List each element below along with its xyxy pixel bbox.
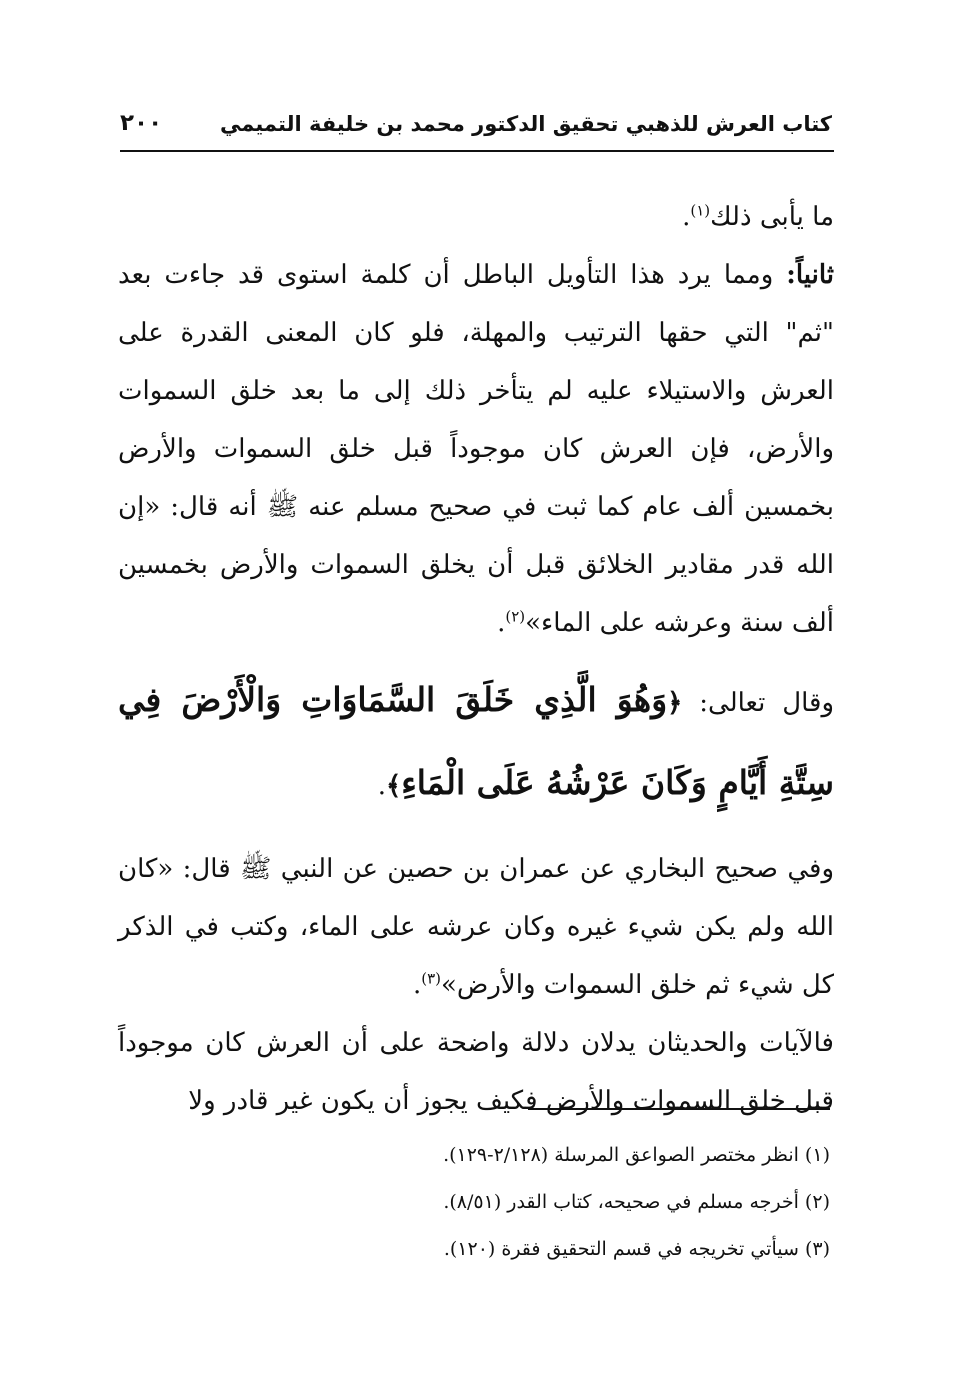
paragraph-2-text: ومما يرد هذا التأويل الباطل أن كلمة استوى قد جاءت بعد "ثم" التي حقها الترتيب والمهلة، فلو كان المعنى القدرة على العرش والاستيلاء عليه لم يتأخر ذلك إلى ما بعد خلق السموات والأرض، فإن العرش كان موجوداً قبل خلق السموات والأرض بخمسين ألف عام كما ثبت في صحيح مسلم عنه ﷺ أنه قال: «إن الله قدر مقادير الخلائق قبل أن يخلق السموات والأرض بخمسين ألف سنة وعرشه على الماء» xyxy=(118,260,834,638)
quran-open-bracket: ﴿ xyxy=(667,688,683,718)
quran-verse: وَهُوَ الَّذِي خَلَقَ السَّمَاوَاتِ وَالْأَرْضَ فِي سِتَّةِ أَيَّامٍ وَكَانَ عَرْشُهُ عَلَى الْمَاءِ xyxy=(118,680,834,802)
paragraph-2-end: . xyxy=(497,608,506,638)
paragraph-4-text: وفي صحيح البخاري عن عمران بن حصين عن النبي ﷺ قال: «كان الله ولم يكن شيء غيره وكان عرشه على الماء، وكتب في الذكر كل شيء ثم خلق السموات والأرض» xyxy=(118,854,834,1000)
paragraph-1 xyxy=(118,188,834,246)
paragraph-1-text: ما يأبى ذلك xyxy=(710,202,834,232)
paragraph-3 xyxy=(118,660,834,826)
footnote-ref-2: (٢) xyxy=(505,607,526,626)
paragraph-4-end: . xyxy=(412,970,422,1000)
paragraph-4 xyxy=(118,840,834,1014)
running-header xyxy=(120,108,832,148)
paragraph-5-text: فالآيات والحديثان يدلان دلالة واضحة على أن العرش كان موجوداً قبل خلق السموات والأرض فكيف يجوز أن يكون غير قادر ولا xyxy=(118,1028,834,1116)
page-number: ٢٠٠ xyxy=(120,110,163,136)
paragraph-3-end: . xyxy=(377,771,386,801)
footnote-1: (١) انظر مختصر الصواعق المرسلة (٢/١٢٨-١٢٩). xyxy=(443,1144,830,1166)
paragraph-1-end: . xyxy=(682,202,691,232)
main-text xyxy=(118,188,834,1130)
footnote-ref-3: (٣) xyxy=(421,969,442,988)
footnote-rule xyxy=(528,1108,830,1110)
header-rule xyxy=(120,150,834,152)
footnotes xyxy=(300,1132,830,1273)
header-title: كتاب العرش للذهبي تحقيق الدكتور محمد بن خليفة التميمي xyxy=(220,112,832,136)
paragraph-3-intro: وقال تعالى: xyxy=(699,688,834,718)
paragraph-2 xyxy=(118,246,834,652)
footnote-ref-1: (١) xyxy=(690,201,711,220)
quran-close-bracket: ﴾ xyxy=(386,771,402,801)
paragraph-5 xyxy=(118,1014,834,1130)
footnote-2: (٢) أخرجه مسلم في صحيحه، كتاب القدر (٨/٥١). xyxy=(443,1191,830,1213)
paragraph-2-lead: ثانياً: xyxy=(786,260,834,290)
footnote-3: (٣) سيأتي تخريجه في قسم التحقيق فقرة (١٢٠). xyxy=(443,1238,830,1260)
